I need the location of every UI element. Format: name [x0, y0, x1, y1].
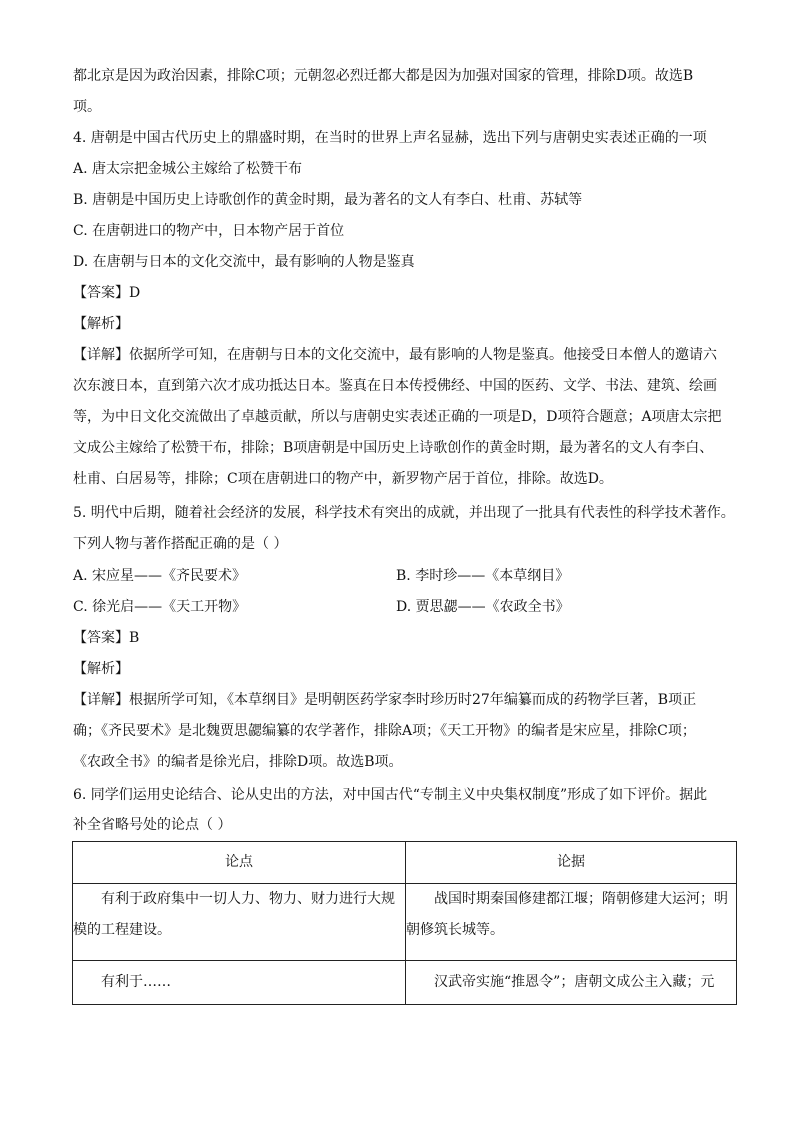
q5-option-b: B. 李时珍——《本草纲目》: [396, 568, 570, 584]
q4-detail-line: 杜甫、白居易等，排除；C项在唐朝进口的物产中，新罗物产居于首位，排除。故选D。: [73, 471, 613, 487]
q5-stem-line-2: 下列人物与著作搭配正确的是（ ）: [73, 536, 288, 552]
continuation-line-2: 项。: [73, 99, 101, 115]
header-evidence: 论据: [406, 842, 737, 884]
q5-detail-line: 确；《齐民要术》是北魏贾思勰编纂的农学著作，排除A项；《天工开物》的编者是宋应星，排除C项；: [73, 723, 696, 739]
q4-option-d: D. 在唐朝与日本的文化交流中，最有影响的人物是鉴真: [73, 254, 415, 270]
q4-option-a: A. 唐太宗把金城公主嫁给了松赞干布: [73, 161, 303, 177]
q5-option-c: C. 徐光启——《天工开物》: [73, 599, 247, 615]
q4-stem: 4. 唐朝是中国古代历史上的鼎盛时期，在当时的世界上声名显赫，选出下列与唐朝史实表述正确的一项: [73, 130, 707, 146]
q5-analysis-label: 【解析】: [73, 661, 129, 677]
q6-stem-line-1: 6. 同学们运用史论结合、论从史出的方法，对中国古代“专制主义中央集权制度”形成了如下评价。据此: [73, 787, 708, 803]
q5-stem-line-1: 5. 明代中后期，随着社会经济的发展，科学技术有突出的成就，并出现了一批具有代表性的科学技术著作。: [73, 505, 735, 521]
q4-option-c: C. 在唐朝进口的物产中，日本物产居于首位: [73, 223, 345, 239]
table-cell-evidence: 汉武帝实施“推恩令”；唐朝文成公主入藏；元: [406, 961, 737, 1005]
table-cell-argument: 有利于政府集中一切人力、物力、财力进行大规模的工程建设。: [73, 884, 406, 961]
q5-detail-line: 【详解】根据所学可知，《本草纲目》是明朝医药学家李时珍历时27年编纂而成的药物学巨著，B项正: [73, 692, 697, 708]
table-row: [73, 961, 737, 1005]
table-row: [73, 884, 737, 961]
table-header-row: [73, 842, 737, 884]
q4-detail-line: 次东渡日本，直到第六次才成功抵达日本。鉴真在日本传授佛经、中国的医药、文学、书法、建筑、绘画: [73, 378, 717, 394]
q6-stem-line-2: 补全省略号处的论点（ ）: [73, 817, 232, 833]
q4-answer: 【答案】D: [73, 285, 141, 301]
table-cell-evidence: 战国时期秦国修建都江堰；隋朝修建大运河；明朝修筑长城等。: [406, 884, 737, 961]
q5-option-a: A. 宋应星——《齐民要术》: [73, 568, 247, 584]
header-argument: 论点: [73, 842, 406, 884]
q5-answer: 【答案】B: [73, 630, 140, 646]
q4-detail-line: 【详解】依据所学可知，在唐朝与日本的文化交流中，最有影响的人物是鉴真。他接受日本僧人的邀请六: [73, 347, 717, 363]
q4-analysis-label: 【解析】: [73, 316, 129, 332]
continuation-line-1: 都北京是因为政治因素，排除C项；元朝忽必烈迁都大都是因为加强对国家的管理，排除D项。故选B: [73, 68, 694, 84]
argument-table: [72, 841, 737, 1005]
q5-option-d: D. 贾思勰——《农政全书》: [396, 599, 570, 615]
q4-detail-line: 文成公主嫁给了松赞干布，排除；B项唐朝是中国历史上诗歌创作的黄金时期，最为著名的文人有李白、: [73, 440, 714, 456]
q5-detail-line: 《农政全书》的编者是徐光启，排除D项。故选B项。: [73, 754, 403, 770]
q4-option-b: B. 唐朝是中国历史上诗歌创作的黄金时期，最为著名的文人有李白、杜甫、苏轼等: [73, 192, 583, 208]
q4-detail-line: 等，为中日文化交流做出了卓越贡献，所以与唐朝史实表述正确的一项是D，D项符合题意；A项唐太宗把: [73, 409, 722, 425]
table-cell-argument: 有利于……: [73, 961, 406, 1005]
